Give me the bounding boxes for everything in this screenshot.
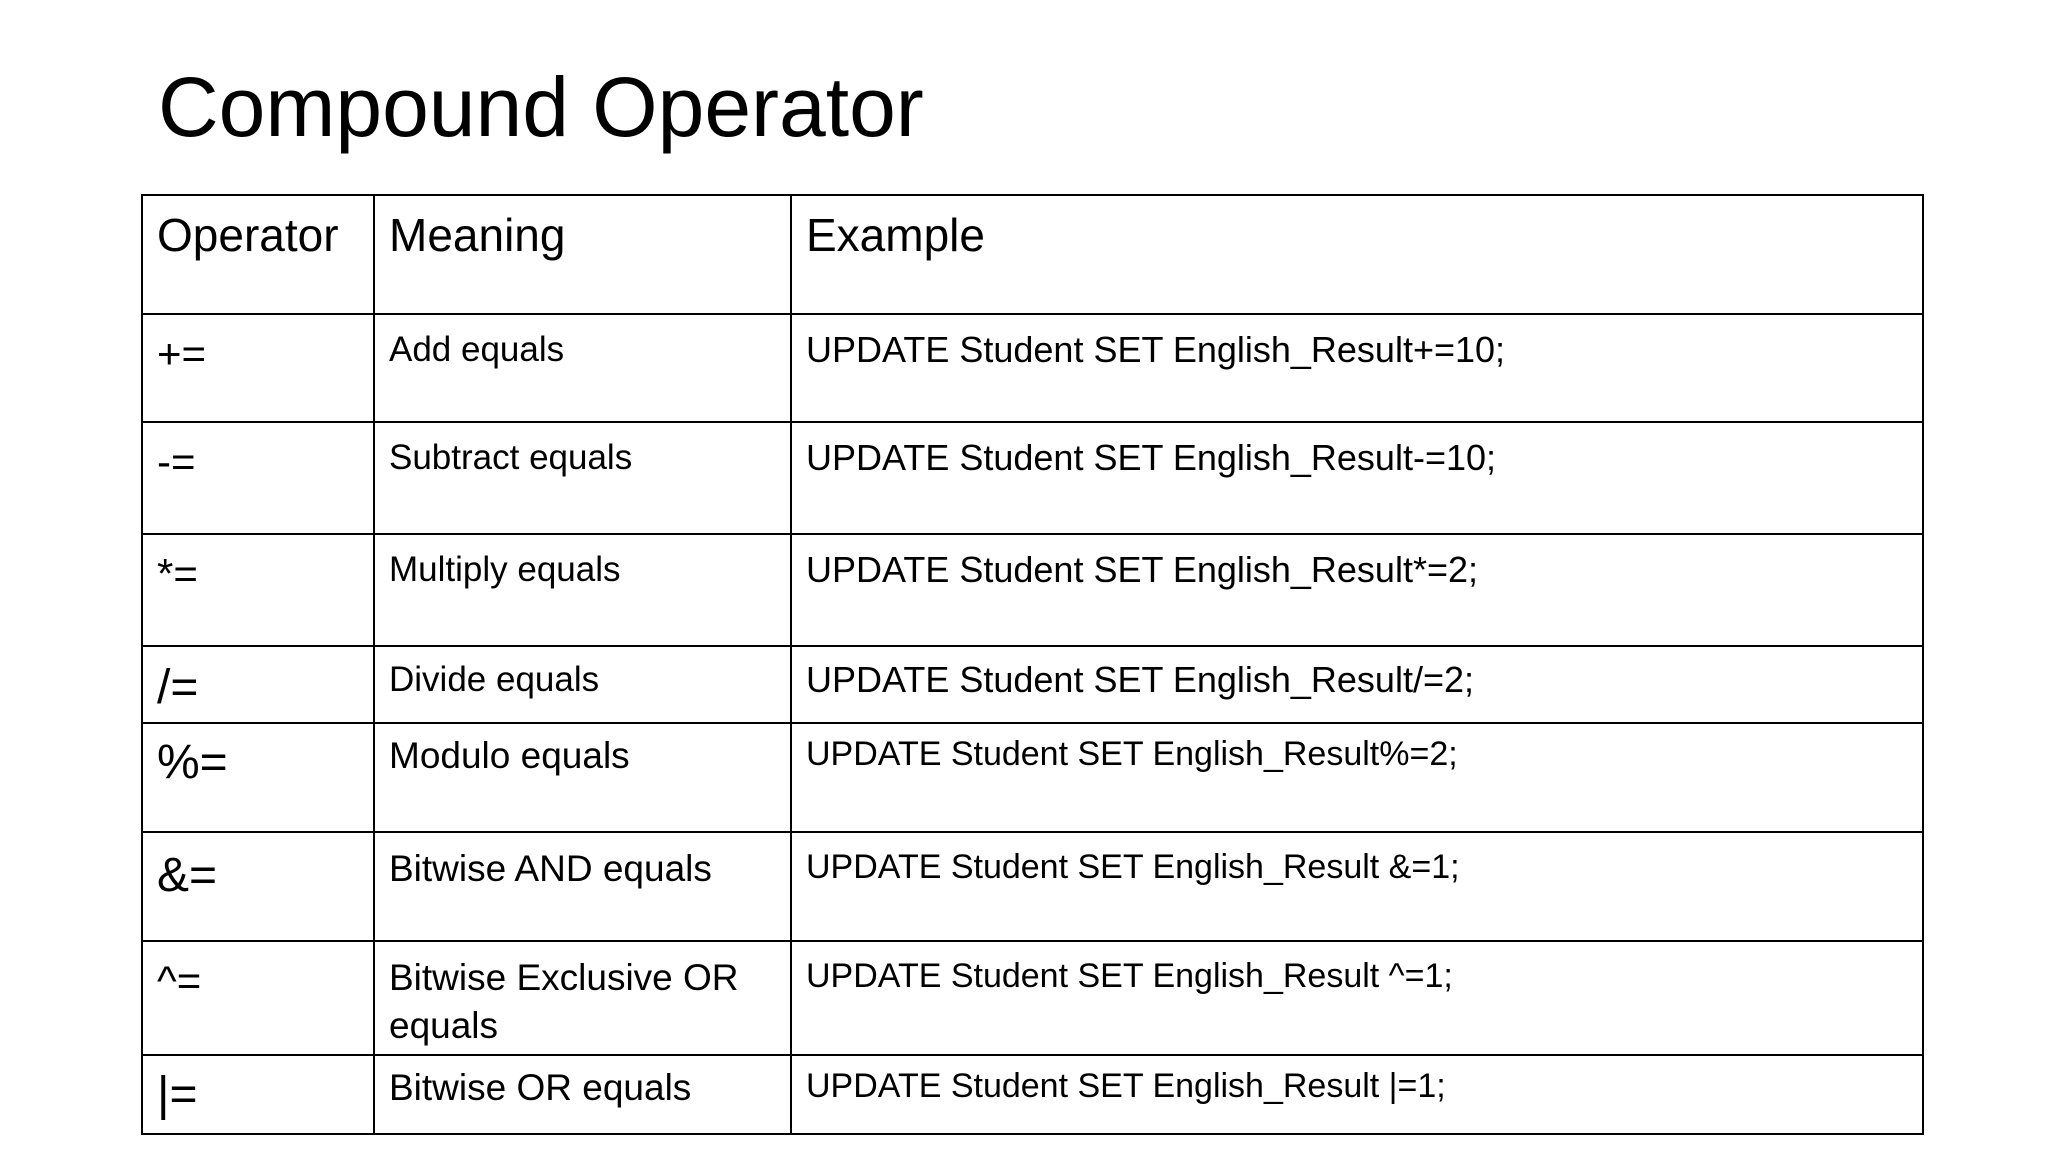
table-row [142, 314, 1923, 422]
header-example: Example [791, 195, 1923, 314]
operator-cell: /= [142, 646, 374, 723]
operator-cell: ^= [142, 941, 374, 1055]
table-header-row [142, 195, 1923, 314]
example-cell: UPDATE Student SET English_Result ^=1; [791, 941, 1923, 1055]
example-cell: UPDATE Student SET English_Result*=2; [791, 534, 1923, 646]
operator-cell: += [142, 314, 374, 422]
table-row [142, 723, 1923, 832]
example-cell: UPDATE Student SET English_Result &=1; [791, 832, 1923, 941]
table-row [142, 534, 1923, 646]
table-row [142, 1055, 1923, 1134]
meaning-cell: Bitwise Exclusive OR equals [374, 941, 791, 1055]
operator-cell: |= [142, 1055, 374, 1134]
meaning-cell: Divide equals [374, 646, 791, 723]
header-operator: Operator [142, 195, 374, 314]
example-cell: UPDATE Student SET English_Result/=2; [791, 646, 1923, 723]
operator-cell: %= [142, 723, 374, 832]
meaning-cell: Modulo equals [374, 723, 791, 832]
compound-operator-table [141, 194, 1924, 1135]
operator-cell: *= [142, 534, 374, 646]
table-row [142, 646, 1923, 723]
example-cell: UPDATE Student SET English_Result+=10; [791, 314, 1923, 422]
slide-title: Compound Operator [158, 60, 924, 154]
meaning-cell: Bitwise AND equals [374, 832, 791, 941]
table-row [142, 422, 1923, 534]
meaning-cell: Bitwise OR equals [374, 1055, 791, 1134]
operator-cell: &= [142, 832, 374, 941]
header-meaning: Meaning [374, 195, 791, 314]
meaning-cell: Multiply equals [374, 534, 791, 646]
meaning-cell: Subtract equals [374, 422, 791, 534]
operator-cell: -= [142, 422, 374, 534]
table-row [142, 832, 1923, 941]
example-cell: UPDATE Student SET English_Result |=1; [791, 1055, 1923, 1134]
table-row [142, 941, 1923, 1055]
example-cell: UPDATE Student SET English_Result%=2; [791, 723, 1923, 832]
example-cell: UPDATE Student SET English_Result-=10; [791, 422, 1923, 534]
meaning-cell: Add equals [374, 314, 791, 422]
